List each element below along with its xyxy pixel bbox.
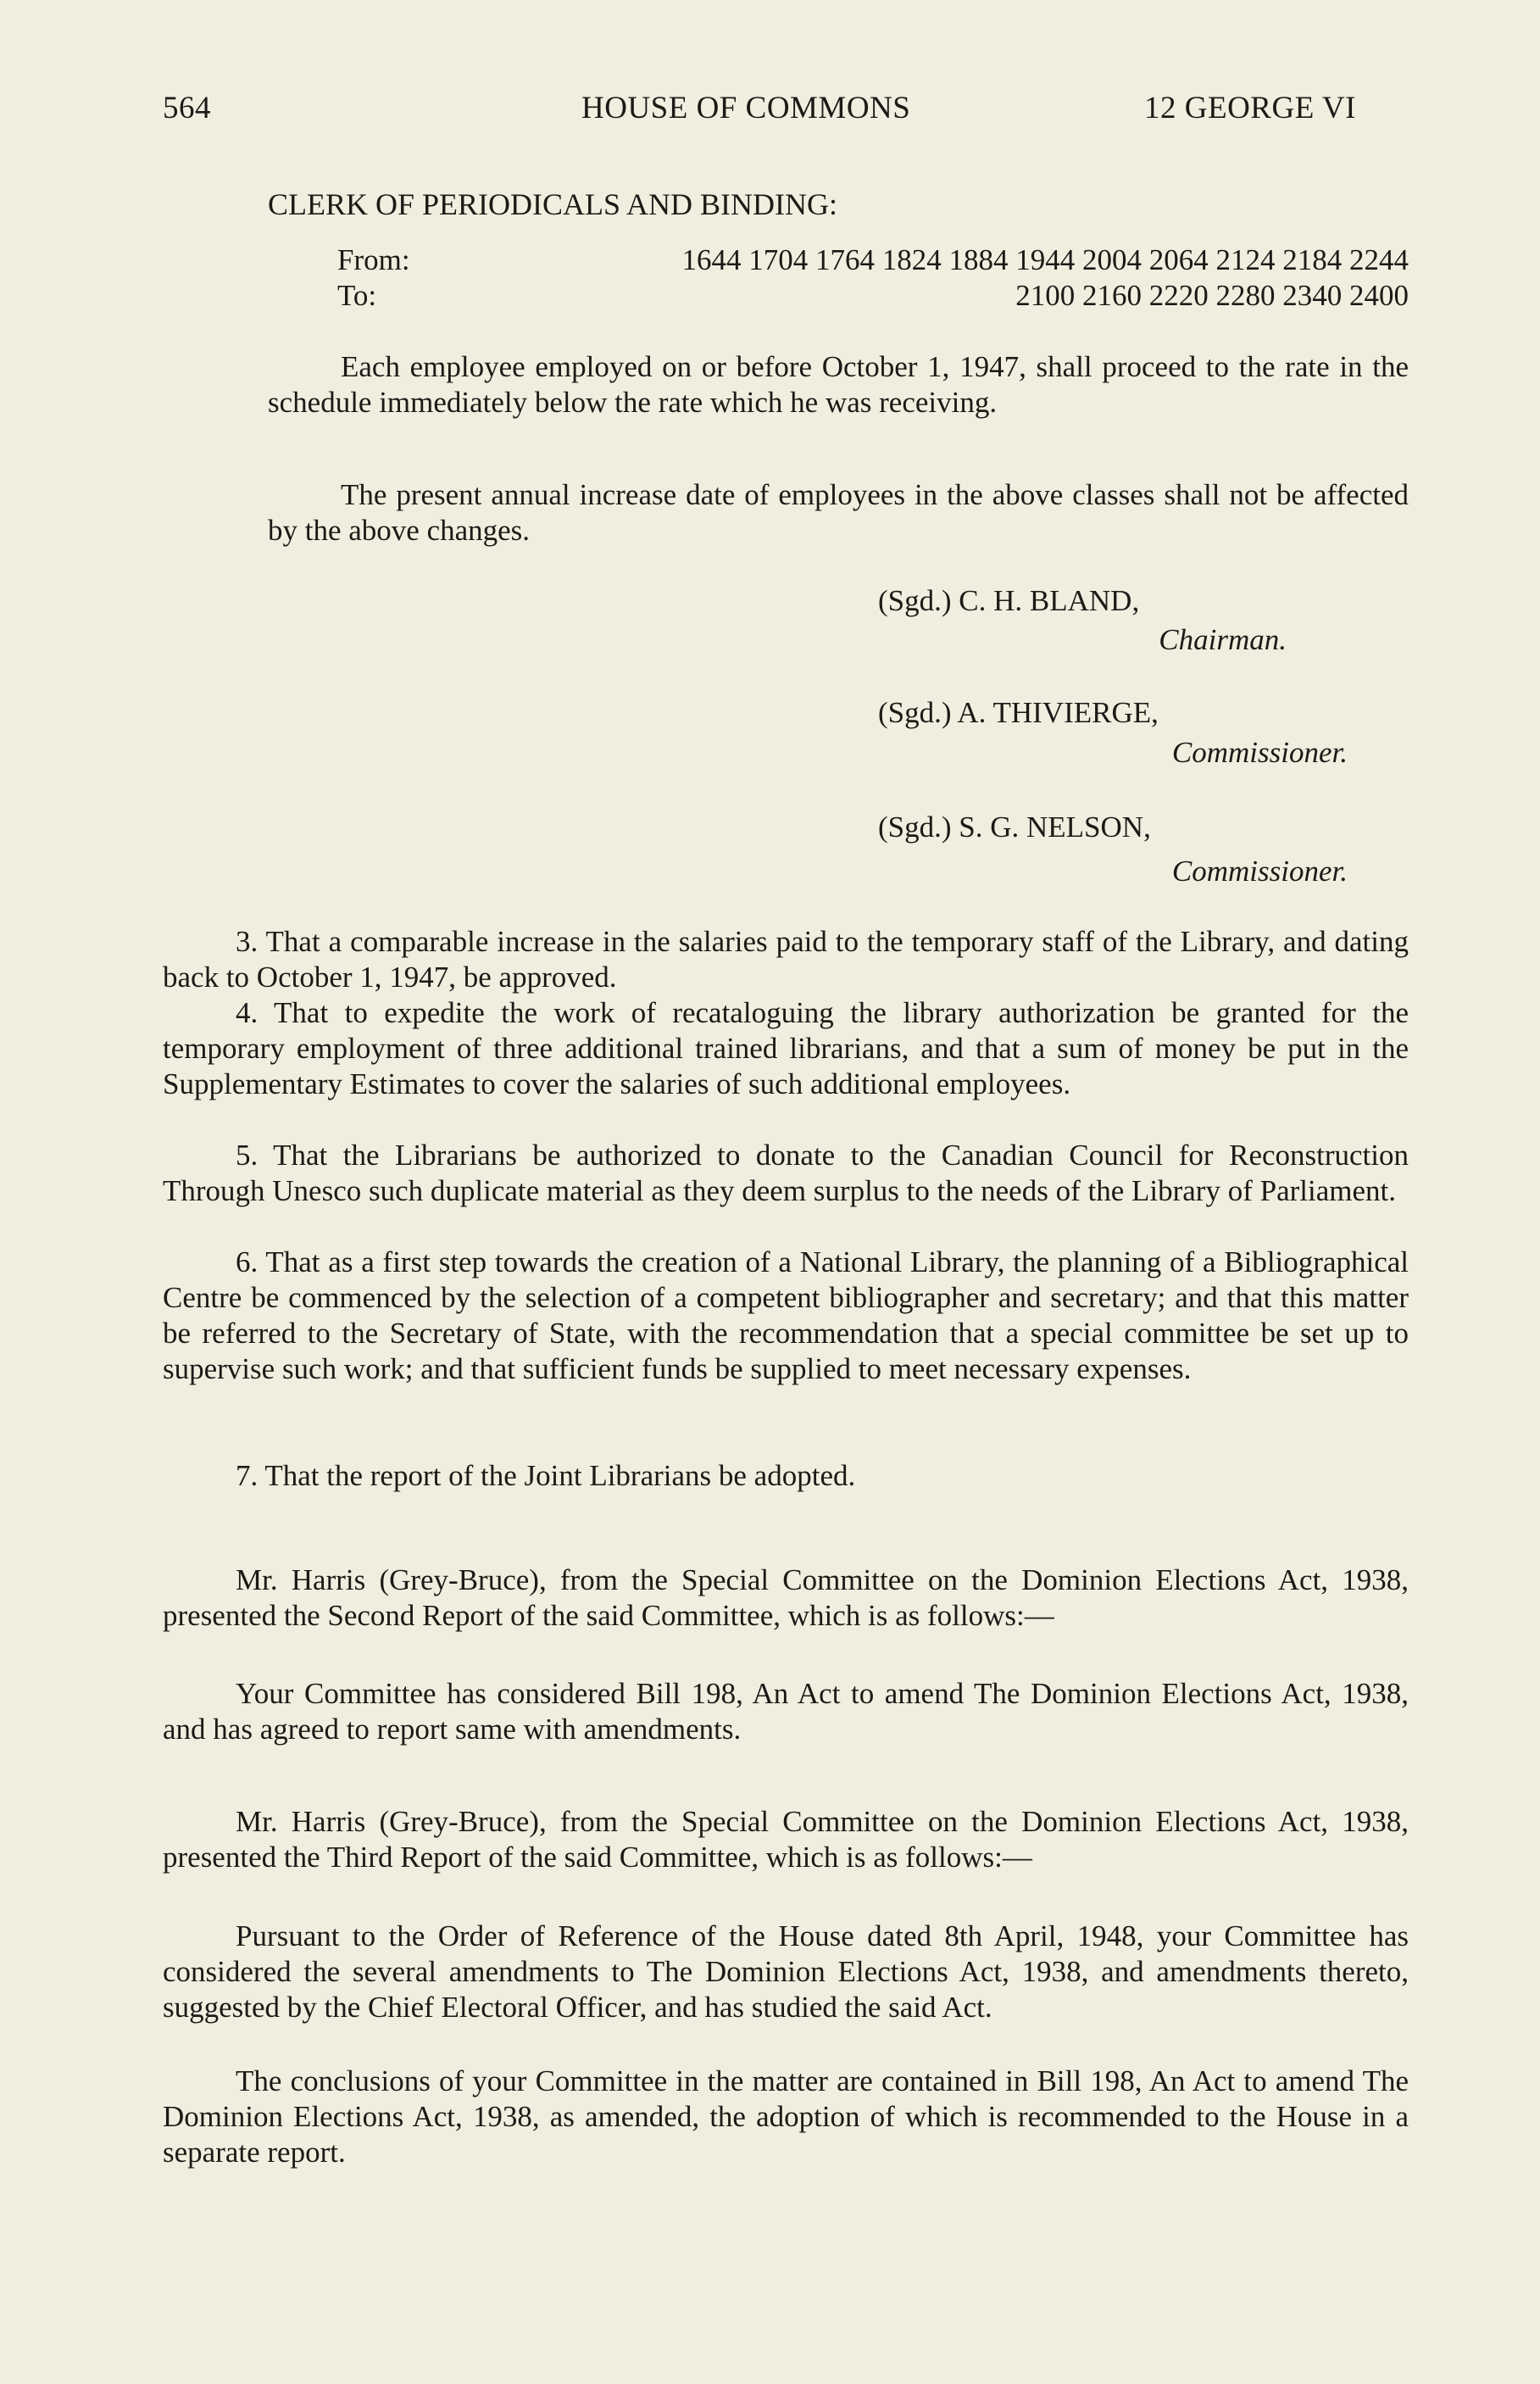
signature-name: (Sgd.) S. G. NELSON, [878, 810, 1151, 844]
signature-title: Commissioner. [1171, 736, 1348, 769]
page-number: 564 [163, 91, 211, 125]
to-values: 2100 2160 2220 2280 2340 2400 [1015, 279, 1409, 312]
signature-name: (Sgd.) A. THIVIERGE, [878, 696, 1159, 729]
schedule-heading: CLERK OF PERIODICALS AND BINDING: [268, 187, 838, 221]
signature-title: Commissioner. [1171, 855, 1348, 888]
to-label: To: [337, 279, 377, 312]
employees-proceed-paragraph: Each employee employed on or before October 1, 1947, shall proceed to the rate in the schedule immediately below the rate which he was receiving. [268, 350, 1409, 419]
list-item: 3. That a comparable increase in the salaries paid to the temporary staff of the Library, and dating back to October 1, 1947, be approved. [163, 925, 1409, 994]
third-report-body: Pursuant to the Order of Reference of the House dated 8th April, 1948, your Committee has considered the several amendments to The Dominion Elections Act, 1938, and amendments thereto, suggested by the Chief Electoral Officer, and has studied the said Act. [163, 1919, 1409, 2024]
from-values: 1644 1704 1764 1824 1884 1944 2004 2064 2124 2184 2244 [681, 243, 1409, 276]
third-report-body: The conclusions of your Committee in the matter are contained in Bill 198, An Act to amend The Dominion Elections Act, 1938, as amended, the adoption of which is recommended to the House in a separate report. [163, 2064, 1409, 2169]
second-report-intro: Mr. Harris (Grey-Bruce), from the Special Committee on the Dominion Elections Act, 1938, presented the Second Report of the said Committee, which is as follows:— [163, 1563, 1409, 1632]
schedule-from-row [337, 242, 1409, 278]
list-item: 7. That the report of the Joint Librarians be adopted. [236, 1459, 856, 1492]
list-item: 5. That the Librarians be authorized to donate to the Canadian Council for Reconstruction Through Unesco such duplicate material as they deem surplus to the needs of the Library of Parliament. [163, 1139, 1409, 1207]
signature-name: (Sgd.) C. H. BLAND, [878, 584, 1140, 617]
running-title: HOUSE OF COMMONS [581, 91, 911, 125]
list-item: 6. That as a first step towards the creation of a National Library, the planning of a Bibliographical Centre be commenced by the selection of a competent bibliographer and secretary; and that this matter be referred to the Secretary of State, with the recommendation that a special committee be set up to supervise such work; and that sufficient funds be supplied to meet necessary expenses. [163, 1245, 1409, 1385]
increase-date-paragraph: The present annual increase date of employees in the above classes shall not be affected by the above changes. [268, 478, 1409, 547]
from-label: From: [337, 243, 410, 276]
third-report-intro: Mr. Harris (Grey-Bruce), from the Special Committee on the Dominion Elections Act, 1938, presented the Third Report of the said Committee, which is as follows:— [163, 1805, 1409, 1874]
regnal-year: 12 GEORGE VI [1144, 91, 1356, 125]
schedule-to-row [337, 278, 1409, 314]
second-report-body: Your Committee has considered Bill 198, An Act to amend The Dominion Elections Act, 1938, and has agreed to report same with amendments. [163, 1677, 1409, 1746]
list-item: 4. That to expedite the work of recataloguing the library authorization be granted for the temporary employment of three additional trained librarians, and that a sum of money be put in the Supplementary Estimates to cover the salaries of such additional employees. [163, 996, 1409, 1100]
signature-title: Chairman. [1159, 623, 1287, 656]
